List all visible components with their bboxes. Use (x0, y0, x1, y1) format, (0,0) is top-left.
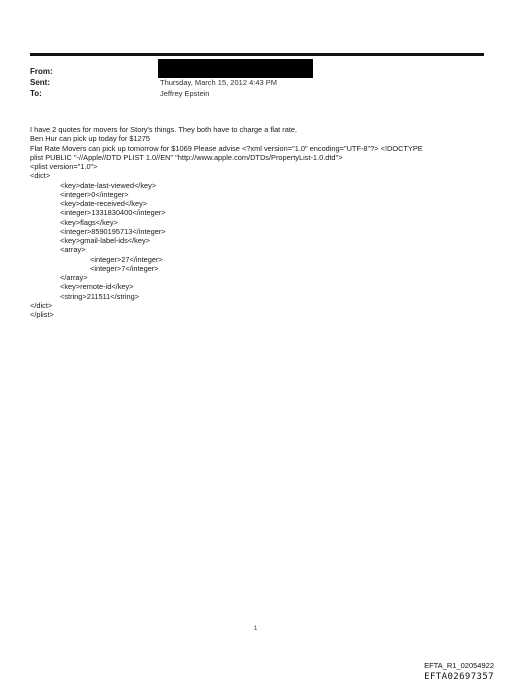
from-label: From: (30, 67, 53, 76)
body-line: <integer>27</integer> (90, 254, 163, 264)
to-row (30, 88, 490, 99)
header-divider (30, 53, 484, 56)
email-header (30, 66, 490, 99)
body-line: <array> (60, 245, 86, 255)
body-line: <integer>8590195713</integer> (60, 226, 166, 236)
body-line: <integer>0</integer> (60, 189, 129, 199)
body-line: <key>remote-id</key> (60, 282, 134, 292)
body-line: </plist> (30, 310, 54, 319)
to-value: Jeffrey Epstein (160, 89, 210, 98)
from-row (30, 66, 490, 77)
body-line: <key>flags</key> (60, 217, 118, 227)
body-line: <integer>1331830400</integer> (60, 208, 166, 218)
page-number: 1 (254, 626, 258, 632)
body-line: Flat Rate Movers can pick up tomorrow for $1069 Please advise <?xml version="1.0" encoding="UTF-8"?> <!DOCTYPE (30, 143, 423, 153)
body-line: plist PUBLIC "-//Apple//DTD PLIST 1.0//EN" "http://www.apple.com/DTDs/PropertyList-1.0.dtd"> (30, 152, 343, 162)
sent-row (30, 77, 490, 88)
body-line: <plist version="1.0"> (30, 162, 98, 171)
sent-label: Sent: (30, 78, 50, 87)
redaction-bar (158, 59, 313, 78)
body-line: <key>date-last-viewed</key> (60, 180, 157, 190)
body-line: <key>date-received</key> (60, 199, 148, 208)
sent-value: Thursday, March 15, 2012 4:43 PM (160, 78, 278, 87)
bates-number: EFTA02697357 (424, 672, 494, 682)
body-line: <string>211511</string> (60, 291, 140, 301)
body-line: </dict> (30, 300, 53, 310)
document-id: EFTA_R1_02054922 (424, 661, 494, 670)
body-line: Ben Hur can pick up today for $1275 (30, 134, 150, 144)
body-line: I have 2 quotes for movers for Story's things. They both have to charge a flat rate. (30, 125, 298, 134)
body-line: <integer>7</integer> (90, 263, 159, 273)
email-body (30, 125, 490, 319)
to-label: To: (30, 89, 42, 98)
body-line: <dict> (30, 171, 51, 181)
body-line: </array> (60, 273, 88, 282)
body-line: <key>gmail-label-ids</key> (60, 236, 150, 245)
